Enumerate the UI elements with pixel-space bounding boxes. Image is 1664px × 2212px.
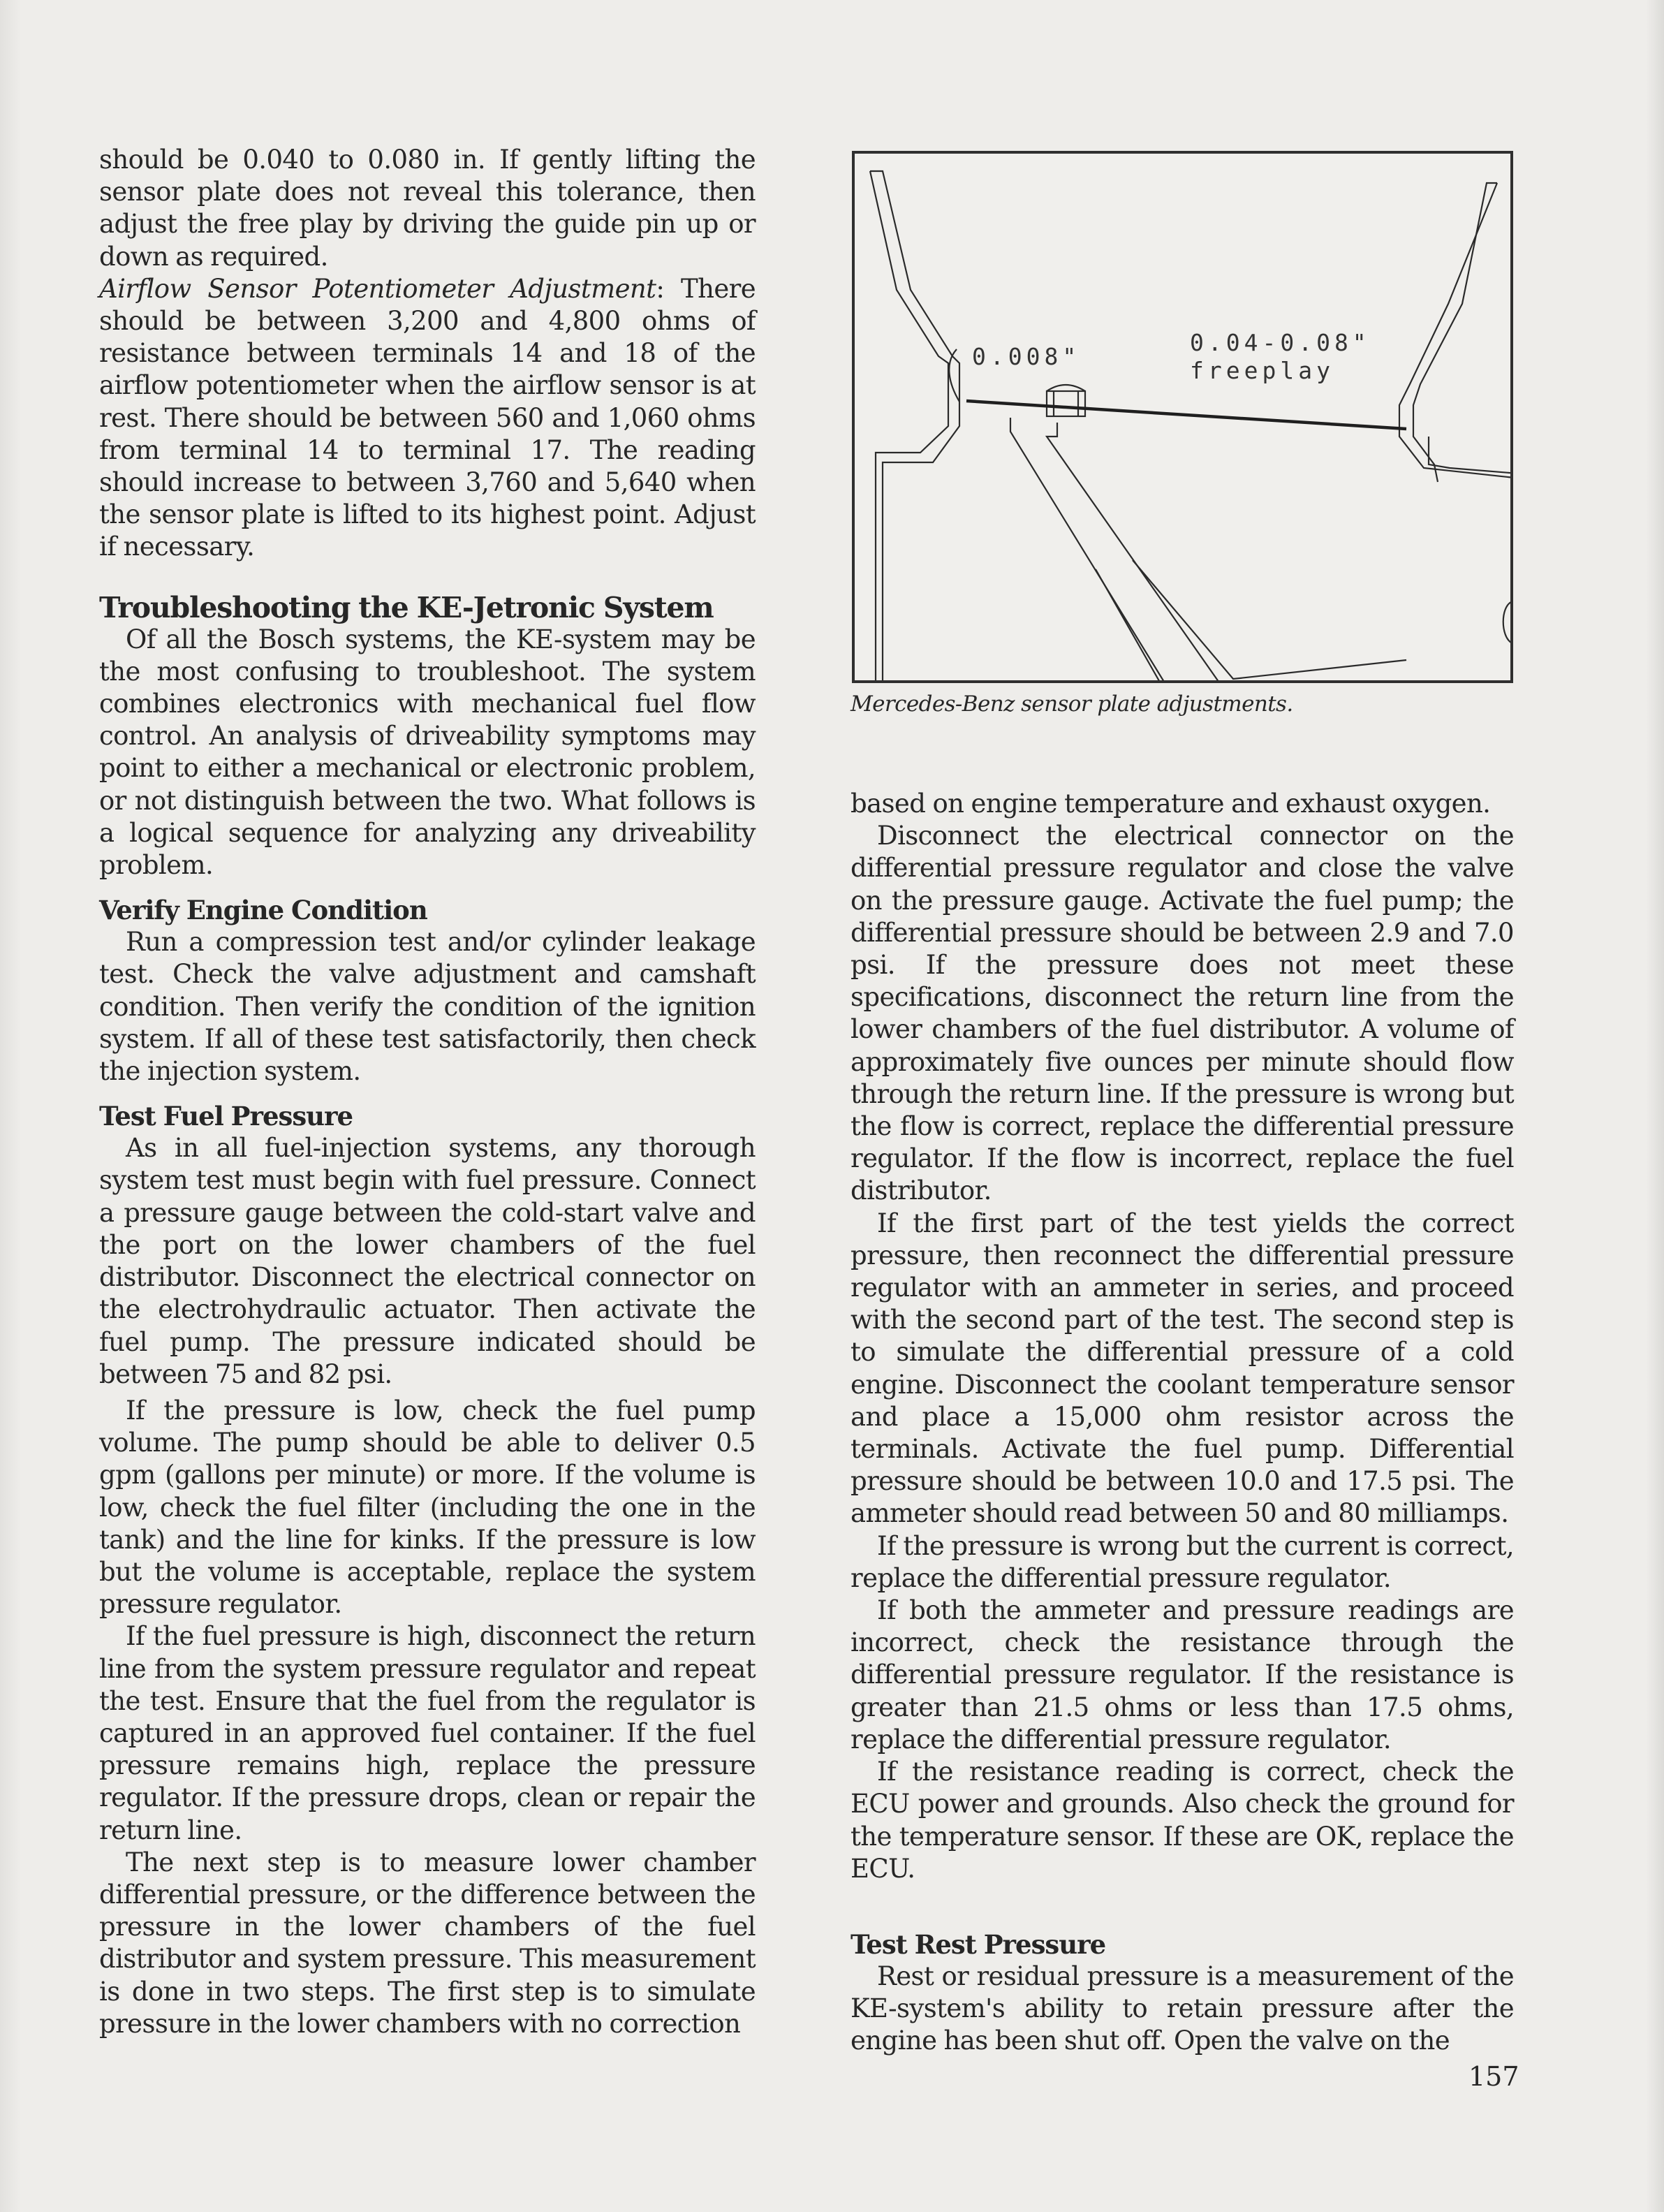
fuel-pressure-paragraph-4: The next step is to measure lower chamber differential pressure, or the difference between the pressure in the lower chambers of the fuel distributor and system pressure. This measurement is done in two steps. The first step is to simulate pressure in the lower chambers with no correction xyxy=(99,1847,756,2039)
section-intro-paragraph: Of all the Bosch systems, the KE-system may be the most confusing to troubleshoot. The system combines electronics with mechanical fuel flow control. An analysis of driveability symptoms may point to either a mechanical or electronic problem, or not distinguish between the two. What follows is a logical sequence for analyzing any driveability problem. xyxy=(99,624,756,881)
fuel-pressure-paragraph-3: If the fuel pressure is high, disconnect the return line from the system pressure regulator and repeat the test. Ensure that the fuel from the regulator is captured in an approved fuel container. If the fuel pressure remains high, replace the pressure regulator. If the pressure drops, clean or repair the return line. xyxy=(99,1621,756,1845)
freeplay-value-label: 0.04-0.08" xyxy=(1190,329,1371,356)
sensor-plate-diagram xyxy=(852,151,1513,683)
verify-engine-paragraph: Run a compression test and/or cylinder leakage test. Check the valve adjustment and camshaft condition. Then verify the condition of the ignition system. If all of these test satisfactorily, then check the injection system. xyxy=(99,927,756,1087)
left-venturi-wall-outer xyxy=(870,171,948,680)
sensor-plate-drawing xyxy=(855,154,1510,680)
right-paragraph-5: If both the ammeter and pressure readings are incorrect, check the resistance through the differential pressure regulator. If the resistance is greater than 21.5 ohms or less than 17.5 ohms, replace the differential pressure regulator. xyxy=(851,1595,1514,1755)
heading-verify-engine-condition: Verify Engine Condition xyxy=(99,895,427,926)
rest-pressure-paragraph: Rest or residual pressure is a measurement of the KE-system's ability to retain pressure after the engine has been shut off. Open the valve on the xyxy=(851,1961,1514,2056)
fuel-pressure-paragraph-2: If the pressure is low, check the fuel pump volume. The pump should be able to deliver 0.5 gpm (gallons per minute) or more. If the volume is low, check the fuel filter (including the one in the tank) and the line for kinks. If the pressure is low but the volume is acceptable, replace the system pressure regulator. xyxy=(99,1395,756,1620)
sensor-arm-left-edge xyxy=(1010,418,1183,680)
intro-paragraph: should be 0.040 to 0.080 in. If gently lifting the sensor plate does not reveal this tolerance, then adjust the free play by driving the guide pin up or down as required. xyxy=(99,145,756,272)
right-paragraph-1: based on engine temperature and exhaust oxygen. xyxy=(851,789,1491,819)
page-edge-shadow-right xyxy=(1646,0,1664,2212)
airflow-adjustment-text: : There should be between 3,200 and 4,800 ohms of resistance between terminals 14 and 18 of the airflow potentiometer when the airflow sensor is at rest. There should be between 560 and 1,060 ohms from terminal 14 to terminal 17. The reading should increase to between 3,760 and 5,640 when the sensor plate is lifted to its highest point. Adjust if necessary. xyxy=(99,273,756,562)
airflow-adjustment-label: Airflow Sensor Potentiometer Adjustment xyxy=(99,273,656,304)
right-column xyxy=(851,788,1514,2058)
section-heading-troubleshooting: Troubleshooting the KE-Jetronic System xyxy=(99,590,714,624)
left-column xyxy=(99,144,756,2040)
figure-caption: Mercedes-Benz sensor plate adjustments. xyxy=(851,691,1293,717)
right-venturi-wall-inner xyxy=(1399,183,1510,482)
airflow-adjustment-paragraph xyxy=(99,273,756,564)
freeplay-text-label: freeplay xyxy=(1190,357,1334,384)
left-venturi-wall-inner xyxy=(870,171,959,680)
page-edge-shadow-left xyxy=(0,0,21,2212)
page-number: 157 xyxy=(1468,2061,1519,2092)
sensor-arm-right-edge xyxy=(1047,423,1235,680)
fuel-pressure-paragraph-1: As in all fuel-injection systems, any thorough system test must begin with fuel pressure. Connect a pressure gauge between the cold-start valve and the port on the lower chambers of the fuel distributor. Disconnect the electrical connector on the electrohydraulic actuator. Then activate the fuel pump. The pressure indicated should be between 75 and 82 psi. xyxy=(99,1133,756,1389)
right-paragraph-2: Disconnect the electrical connector on the differential pressure regulator and close the valve on the pressure gauge. Activate the fuel pump; the differential pressure should be between 2.9 and 7.0 psi. If the pressure does not meet these specifications, disconnect the return line from the lower chambers of the fuel distributor. A volume of approximately five ounces per minute should flow through the return line. If the pressure is wrong but the flow is correct, replace the differential pressure regulator. If the flow is incorrect, replace the fuel distributor. xyxy=(851,821,1514,1206)
connector-outline xyxy=(1503,601,1510,643)
arm-lower-edge xyxy=(1133,560,1406,679)
right-paragraph-3: If the first part of the test yields the correct pressure, then reconnect the differential pressure regulator with an ammeter in series, and proceed with the second part of the test. The second step is to simulate the differential pressure of a cold engine. Disconnect the coolant temperature sensor and place a 15,000 ohm resistor across the terminals. Activate the fuel pump. Differential pressure should be between 10.0 and 17.5 psi. The ammeter should read between 50 and 80 milliamps. xyxy=(851,1208,1514,1529)
right-paragraph-6: If the resistance reading is correct, check the ECU power and grounds. Also check the ground for the temperature sensor. If these are OK, replace the ECU. xyxy=(851,1757,1514,1884)
right-paragraph-4: If the pressure is wrong but the current is correct, replace the differential pressure regulator. xyxy=(851,1530,1514,1593)
heading-test-fuel-pressure: Test Fuel Pressure xyxy=(99,1101,353,1132)
sensor-plate xyxy=(966,401,1406,429)
clearance-label: 0.008" xyxy=(972,343,1081,370)
guide-pin xyxy=(1047,391,1085,416)
guide-pin-cap xyxy=(1047,385,1085,391)
heading-test-rest-pressure: Test Rest Pressure xyxy=(851,1928,1106,1960)
right-venturi-wall-outer xyxy=(1413,183,1497,482)
